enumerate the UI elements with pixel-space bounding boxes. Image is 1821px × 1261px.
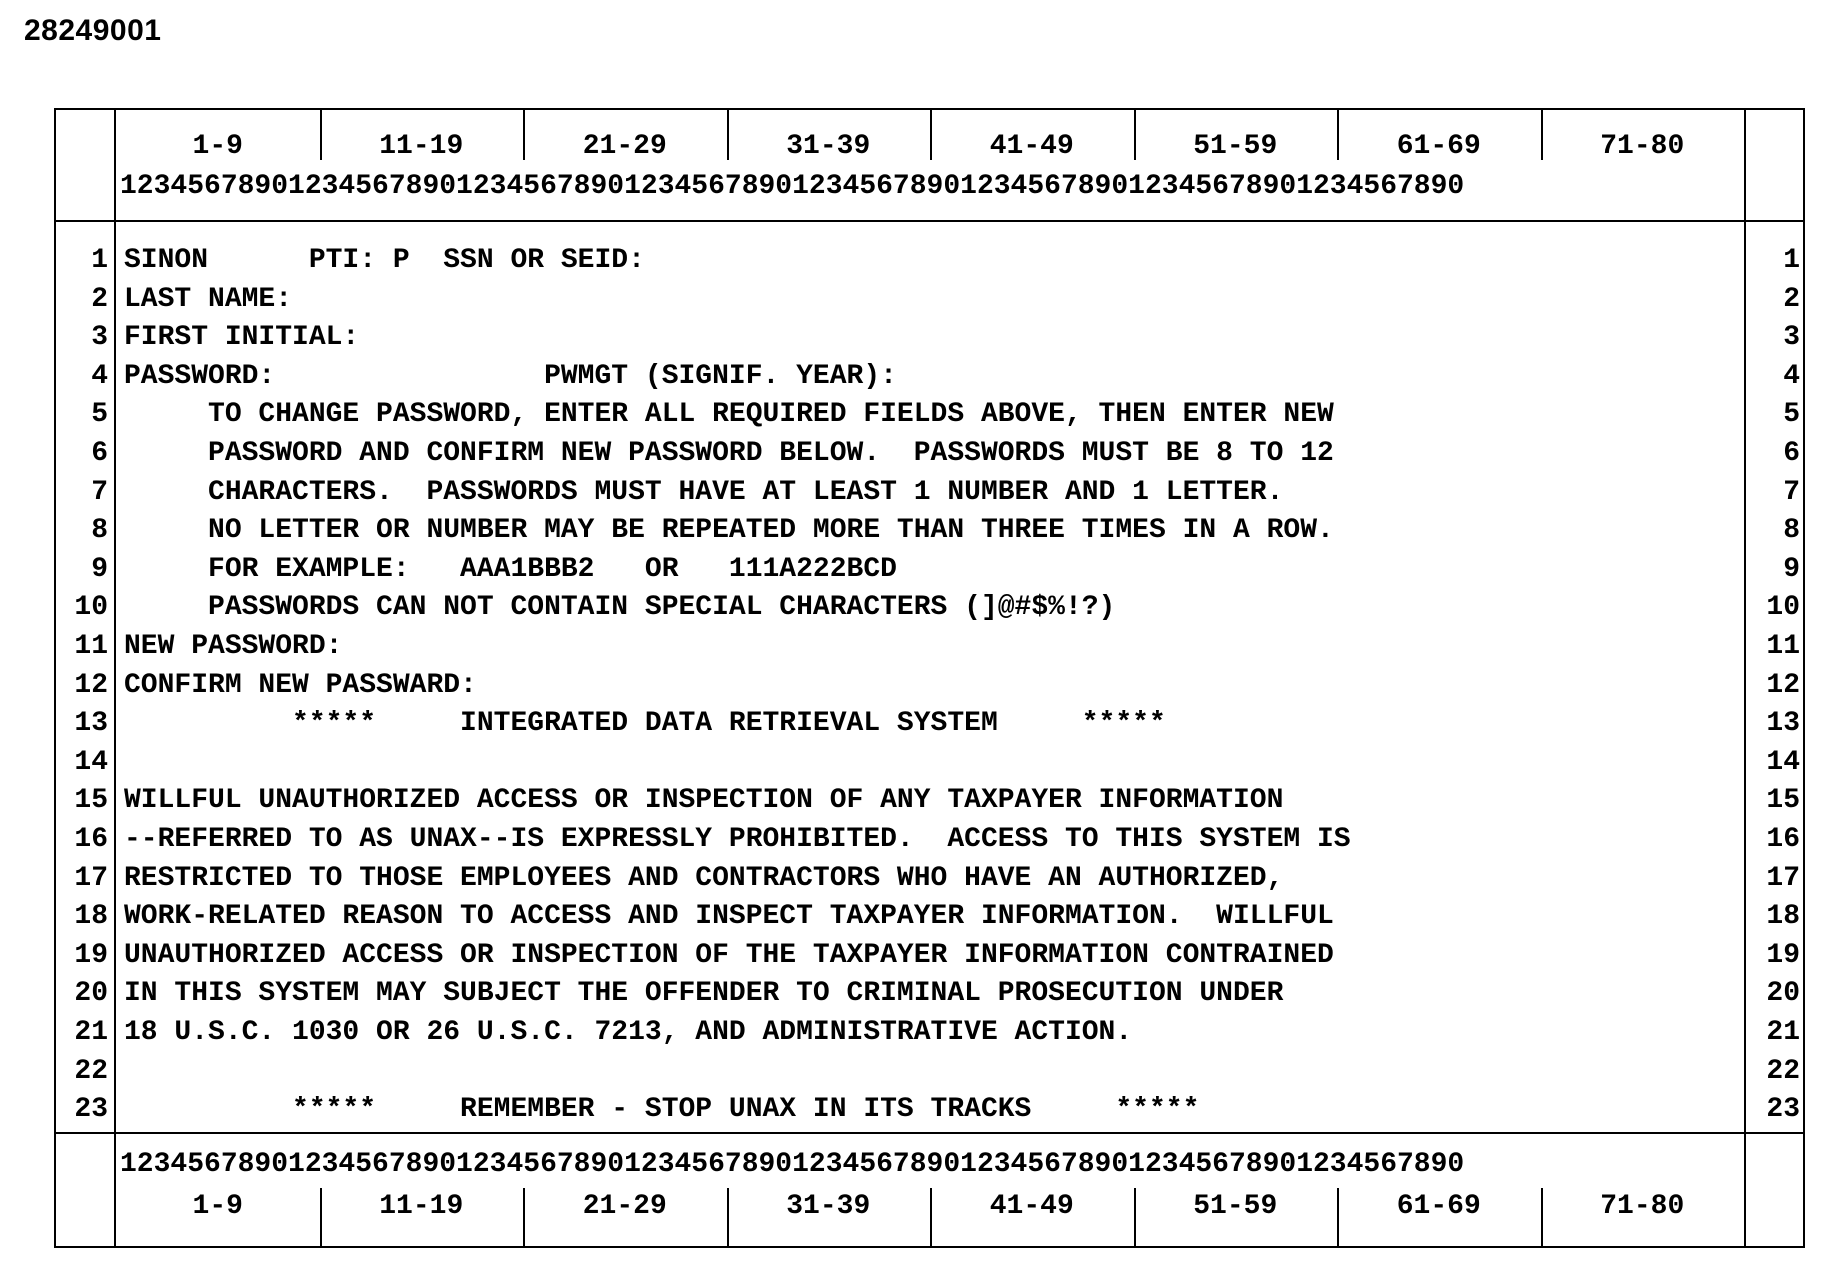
header-divider <box>54 220 1805 222</box>
header-digit-ruler: 12345678901234567890123456789012345678901234567890123456789012345678901234567890 <box>120 171 1465 202</box>
footer-divider <box>54 1132 1805 1134</box>
header-range-label: 51-59 <box>1193 131 1278 162</box>
header-range-label: 21-29 <box>582 131 667 162</box>
line-number-left: 6 <box>91 438 108 469</box>
line-number-left: 16 <box>74 824 108 855</box>
screen-line-text: FIRST INITIAL: <box>124 322 360 354</box>
screen-line-text: IN THIS SYSTEM MAY SUBJECT THE OFFENDER TO CRIMINAL PROSECUTION UNDER <box>124 978 1284 1010</box>
line-number-left: 4 <box>91 360 108 392</box>
line-number-left: 12 <box>74 669 108 701</box>
footer-range-label: 71-80 <box>1600 1191 1685 1222</box>
terminal-screen-frame <box>54 108 1805 1248</box>
header-range-label: 1-9 <box>192 131 243 162</box>
header-range-label: 11-19 <box>379 131 464 162</box>
line-number-right: 4 <box>1783 360 1800 392</box>
line-number-left: 19 <box>74 939 108 971</box>
line-number-right: 20 <box>1766 978 1800 1010</box>
screen-line-text: PASSWORDS CAN NOT CONTAIN SPECIAL CHARACTERS (]@#$%!?) <box>124 592 1116 624</box>
screen-line-text: LAST NAME: <box>124 283 293 315</box>
line-number-left: 13 <box>74 708 108 740</box>
footer-digit-ruler: 12345678901234567890123456789012345678901234567890123456789012345678901234567890 <box>120 1149 1465 1180</box>
screen-line-text: 18 U.S.C. 1030 OR 26 U.S.C. 7213, AND ADMINISTRATIVE ACTION. <box>124 1017 1133 1048</box>
line-number-left: 17 <box>74 862 108 894</box>
line-number-right: 21 <box>1766 1017 1800 1048</box>
line-number-right: 23 <box>1766 1094 1800 1126</box>
line-number-right: 12 <box>1766 669 1800 701</box>
header-range-label: 71-80 <box>1600 131 1685 162</box>
line-number-right: 8 <box>1783 515 1800 547</box>
header-range-label: 31-39 <box>786 131 871 162</box>
line-number-left: 10 <box>74 592 108 624</box>
line-number-left: 21 <box>74 1017 108 1048</box>
screen-line-text: RESTRICTED TO THOSE EMPLOYEES AND CONTRACTORS WHO HAVE AN AUTHORIZED, <box>124 862 1284 894</box>
screen-line-text: ***** INTEGRATED DATA RETRIEVAL SYSTEM ***** <box>124 708 1166 740</box>
screen-line-text: CONFIRM NEW PASSWARD: <box>124 669 477 701</box>
line-number-right: 3 <box>1783 322 1800 354</box>
line-number-left: 15 <box>74 785 108 817</box>
line-number-right: 5 <box>1783 399 1800 431</box>
screen-line-text: SINON PTI: P SSN OR SEID: <box>124 245 645 276</box>
screen-line-text: UNAUTHORIZED ACCESS OR INSPECTION OF THE TAXPAYER INFORMATION CONTRAINED <box>124 939 1334 971</box>
screen-line-text: NO LETTER OR NUMBER MAY BE REPEATED MORE THAN THREE TIMES IN A ROW. <box>124 515 1334 547</box>
footer-range-label: 1-9 <box>192 1191 243 1222</box>
footer-range-label: 21-29 <box>582 1191 667 1222</box>
header-range-label: 61-69 <box>1396 131 1481 162</box>
line-number-right: 16 <box>1766 824 1800 855</box>
line-number-left: 20 <box>74 978 108 1010</box>
footer-range-label: 11-19 <box>379 1191 464 1222</box>
line-number-divider-left <box>114 108 116 1248</box>
line-number-right: 10 <box>1766 592 1800 624</box>
line-number-left: 9 <box>91 553 108 585</box>
footer-range-label: 41-49 <box>989 1191 1074 1222</box>
line-number-left: 18 <box>74 901 108 933</box>
line-number-left: 1 <box>91 245 108 276</box>
line-number-right: 11 <box>1766 631 1800 662</box>
line-number-left: 14 <box>74 746 108 778</box>
line-number-right: 14 <box>1766 746 1800 778</box>
line-number-right: 7 <box>1783 476 1800 508</box>
line-number-left: 22 <box>74 1055 108 1087</box>
screen-line-text: WILLFUL UNAUTHORIZED ACCESS OR INSPECTION OF ANY TAXPAYER INFORMATION <box>124 785 1284 817</box>
screen-line-text: PASSWORD AND CONFIRM NEW PASSWORD BELOW. PASSWORDS MUST BE 8 TO 12 <box>124 438 1334 469</box>
document-id: 28249001 <box>24 14 162 47</box>
line-number-right: 2 <box>1783 283 1800 315</box>
bottom-border <box>54 1246 1805 1248</box>
line-number-right: 6 <box>1783 438 1800 469</box>
line-number-left: 5 <box>91 399 108 431</box>
screen-line-text: --REFERRED TO AS UNAX--IS EXPRESSLY PROHIBITED. ACCESS TO THIS SYSTEM IS <box>124 824 1351 855</box>
screen-line-text: ***** REMEMBER - STOP UNAX IN ITS TRACKS ***** <box>124 1094 1200 1126</box>
line-number-right: 17 <box>1766 862 1800 894</box>
screen-line-text: TO CHANGE PASSWORD, ENTER ALL REQUIRED FIELDS ABOVE, THEN ENTER NEW <box>124 399 1334 431</box>
line-number-left: 3 <box>91 322 108 354</box>
line-number-left: 11 <box>74 631 108 662</box>
screen-line-text: WORK-RELATED REASON TO ACCESS AND INSPECT TAXPAYER INFORMATION. WILLFUL <box>124 901 1334 933</box>
footer-range-label: 31-39 <box>786 1191 871 1222</box>
screen-line-text: CHARACTERS. PASSWORDS MUST HAVE AT LEAST 1 NUMBER AND 1 LETTER. <box>124 476 1284 508</box>
screen-line-text: PASSWORD: PWMGT (SIGNIF. YEAR): <box>124 360 897 392</box>
right-border <box>1803 108 1805 1248</box>
line-number-right: 19 <box>1766 939 1800 971</box>
line-number-left: 7 <box>91 476 108 508</box>
screen-line-text: NEW PASSWORD: <box>124 631 343 662</box>
line-number-left: 2 <box>91 283 108 315</box>
line-number-right: 22 <box>1766 1055 1800 1087</box>
line-number-left: 23 <box>74 1094 108 1126</box>
line-number-right: 9 <box>1783 553 1800 585</box>
line-number-right: 18 <box>1766 901 1800 933</box>
line-number-right: 1 <box>1783 245 1800 276</box>
footer-range-label: 61-69 <box>1396 1191 1481 1222</box>
footer-range-label: 51-59 <box>1193 1191 1278 1222</box>
line-number-left: 8 <box>91 515 108 547</box>
line-number-right: 13 <box>1766 708 1800 740</box>
screen-line-text: FOR EXAMPLE: AAA1BBB2 OR 111A222BCD <box>124 553 897 585</box>
header-range-label: 41-49 <box>989 131 1074 162</box>
line-number-right: 15 <box>1766 785 1800 817</box>
